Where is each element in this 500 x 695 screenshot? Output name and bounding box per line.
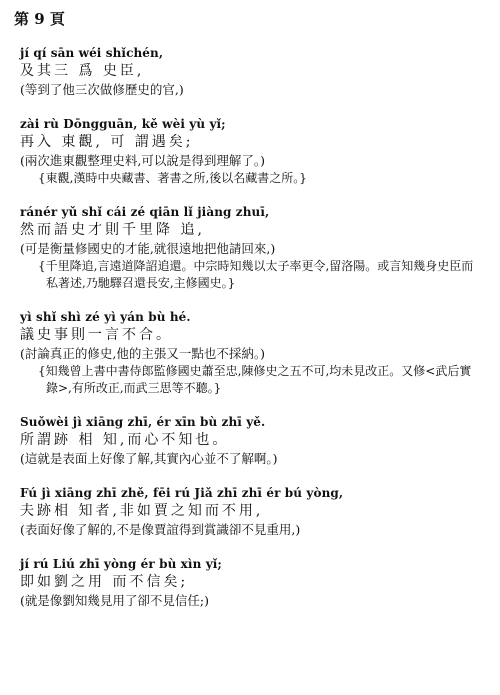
chinese-line: 再入 東觀, 可 謂遇矣;	[20, 134, 194, 150]
stanza-6	[20, 484, 490, 539]
annotation-block	[38, 170, 490, 187]
pinyin-line: zài rù Dōngguān, kě wèi yù yǐ;	[20, 117, 226, 131]
pinyin-line: ránér yǔ shǐ cái zé qiān lǐ jiàng zhuī,	[20, 205, 270, 219]
pinyin-line: jí rú Liú zhī yòng ér bù xìn yǐ;	[20, 557, 222, 571]
annotation-block	[38, 363, 490, 397]
page-number: 第 9 頁	[14, 10, 65, 28]
pinyin-line: jí qí sān wéi shǐchén,	[20, 46, 164, 60]
translation-line: (這就是表面上好像了解,其實內心並不了解啊。)	[20, 451, 278, 466]
annotation-note: {千里降追,言遠道降詔追還。中宗時知幾以太子率更令,留洛陽。或言知幾身史臣而私著述,乃馳驛召還長安,主修國史。}	[38, 259, 474, 290]
translation-line: (兩次進東觀整理史料,可以說是得到理解了。)	[20, 153, 265, 168]
chinese-line: 及其三 爲 史臣,	[20, 63, 145, 79]
stanza-2	[20, 115, 490, 187]
translation-line: (等到了他三次做修歷史的官,)	[20, 82, 184, 97]
annotation-note: {東觀,漢時中央藏書、著書之所,後以名藏書之所。}	[38, 171, 307, 185]
translation-line: (可是衡量修國史的才能,就很遠地把他請回來,)	[20, 241, 276, 256]
stanza-1	[20, 44, 490, 99]
pinyin-line: Fú jì xiāng zhī zhě, fēi rú Jiǎ zhī zhī ér bú yòng,	[20, 486, 344, 500]
translation-line: (就是像劉知幾見用了卻不見信任;)	[20, 593, 209, 608]
stanza-4	[20, 308, 490, 397]
chinese-line: 夫跡相 知者,非如賈之知而不用,	[20, 503, 264, 519]
chinese-line: 所謂跡 相 知,而心不知也。	[20, 432, 230, 448]
pinyin-line: Suǒwèi jì xiāng zhī, ér xīn bù zhī yě.	[20, 415, 266, 429]
chinese-line: 議史事則一言不合。	[20, 327, 173, 343]
chinese-line: 然而語史才則千里降 追,	[20, 222, 205, 238]
annotation-block	[38, 258, 490, 292]
annotation-note: {知幾曾上書中書侍郎監修國史蕭至忠,陳修史之五不可,均未見改正。又修<武后實錄>,有所改正,而武三思等不聽。}	[38, 364, 472, 395]
pinyin-line: yì shǐ shì zé yì yán bù hé.	[20, 310, 191, 324]
stanza-7	[20, 555, 490, 610]
passage	[20, 44, 490, 626]
chinese-line: 即如劉之用 而不信矣;	[20, 574, 189, 590]
stanza-3	[20, 203, 490, 292]
translation-line: (討論真正的修史,他的主張又一點也不採納。)	[20, 346, 265, 361]
translation-line: (表面好像了解的,不是像賈誼得到賞識卻不見重用,)	[20, 522, 301, 537]
stanza-5	[20, 413, 490, 468]
